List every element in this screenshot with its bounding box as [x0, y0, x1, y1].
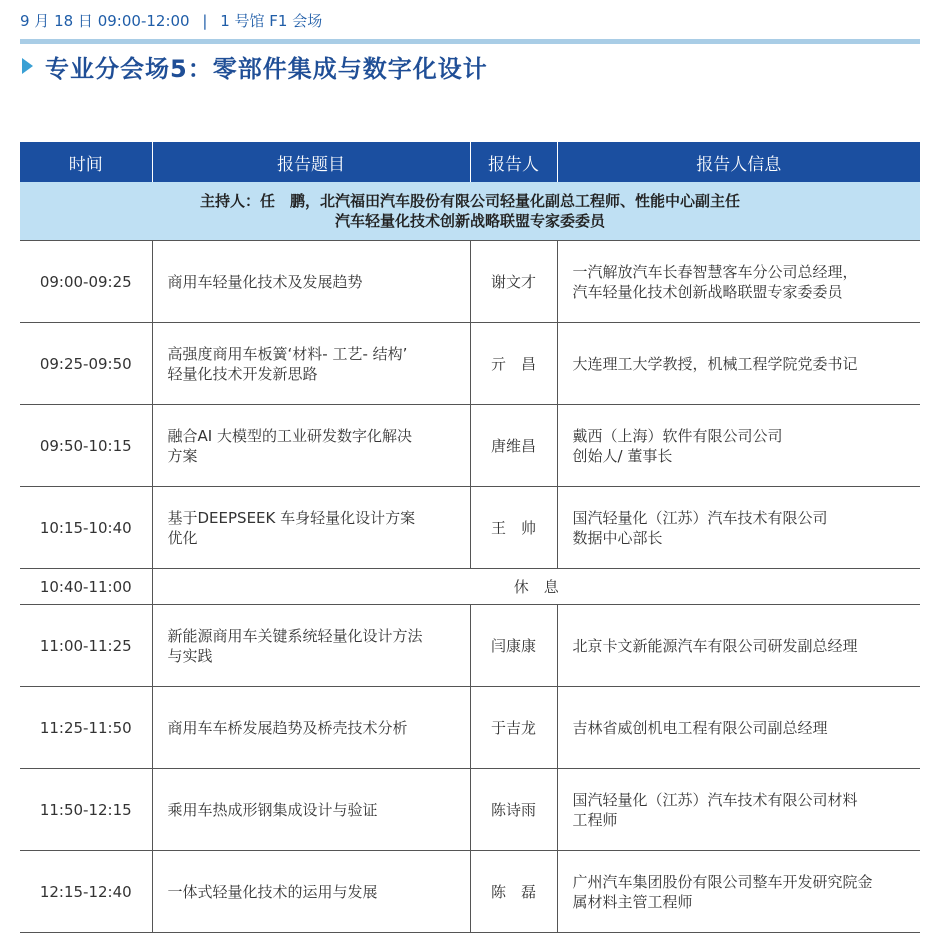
info-cell — [557, 241, 920, 323]
info-line: 戴西（上海）软件有限公司公司 — [572, 426, 783, 445]
speaker-cell: 王 帅 — [470, 487, 557, 569]
time-cell: 09:25-09:50 — [20, 323, 152, 405]
table-row — [20, 605, 920, 687]
time-cell: 09:00-09:25 — [20, 241, 152, 323]
time-cell: 10:15-10:40 — [20, 487, 152, 569]
session-info-line — [20, 10, 322, 31]
time-cell: 12:15-12:40 — [20, 851, 152, 933]
info-cell — [557, 323, 920, 405]
info-line: 数据中心部长 — [572, 528, 663, 547]
table-row — [20, 405, 920, 487]
time-cell: 11:25-11:50 — [20, 687, 152, 769]
topic-line: 基于DEEPSEEK 车身轻量化设计方案 — [167, 508, 416, 527]
speaker-cell: 唐维昌 — [470, 405, 557, 487]
column-header-speaker-info: 报告人信息 — [557, 142, 920, 182]
topic-line: 方案 — [167, 446, 198, 465]
topic-line: 高强度商用车板簧‘材料- 工艺- 结构’ — [167, 344, 408, 363]
page-title — [20, 50, 488, 82]
topic-cell — [152, 487, 470, 569]
column-header-time: 时间 — [20, 142, 152, 182]
topic-line: 商用车轻量化技术及发展趋势 — [167, 272, 363, 291]
separator: | — [202, 12, 208, 30]
table-row — [20, 687, 920, 769]
host-line-2: 汽车轻量化技术创新战略联盟专家委委员 — [334, 212, 605, 230]
session-venue: 1 号馆 F1 会场 — [220, 12, 323, 30]
table-row — [20, 769, 920, 851]
time-cell: 11:50-12:15 — [20, 769, 152, 851]
title-text: 专业分会场5：零部件集成与数字化设计 — [45, 54, 488, 83]
info-line: 创始人/ 董事长 — [572, 446, 673, 465]
table-row — [20, 323, 920, 405]
host-line-1: 主持人：任 鹏，北汽福田汽车股份有限公司轻量化副总工程师、性能中心副主任 — [199, 192, 740, 210]
divider-bar — [20, 39, 920, 44]
info-line: 国汽轻量化（江苏）汽车技术有限公司 — [572, 508, 828, 527]
session-date: 9 月 18 日 — [20, 12, 93, 30]
topic-cell — [152, 405, 470, 487]
speaker-cell: 陈 磊 — [470, 851, 557, 933]
info-line: 国汽轻量化（江苏）汽车技术有限公司材料 — [572, 790, 858, 809]
schedule-table — [20, 142, 920, 933]
info-line: 汽车轻量化技术创新战略联盟专家委委员 — [572, 282, 843, 301]
speaker-cell: 陈诗雨 — [470, 769, 557, 851]
time-cell: 10:40-11:00 — [20, 569, 152, 605]
speaker-cell: 谢文才 — [470, 241, 557, 323]
topic-cell — [152, 687, 470, 769]
info-cell — [557, 605, 920, 687]
info-line: 工程师 — [572, 810, 618, 829]
topic-line: 优化 — [167, 528, 198, 547]
time-cell: 09:50-10:15 — [20, 405, 152, 487]
table-row — [20, 851, 920, 933]
topic-cell — [152, 241, 470, 323]
info-line: 广州汽车集团股份有限公司整车开发研究院金 — [572, 872, 873, 891]
table-header-row — [20, 142, 920, 182]
topic-line: 一体式轻量化技术的运用与发展 — [167, 882, 378, 901]
topic-line: 轻量化技术开发新思路 — [167, 364, 318, 383]
info-cell — [557, 851, 920, 933]
topic-line: 乘用车热成形钢集成设计与验证 — [167, 800, 378, 819]
topic-line: 新能源商用车关键系统轻量化设计方法 — [167, 626, 423, 645]
break-row — [20, 569, 920, 605]
column-header-speaker: 报告人 — [470, 142, 557, 182]
speaker-cell: 于吉龙 — [470, 687, 557, 769]
session-time: 09:00-12:00 — [97, 12, 190, 30]
info-cell — [557, 405, 920, 487]
topic-cell — [152, 851, 470, 933]
info-line: 一汽解放汽车长春智慧客车分公司总经理， — [572, 262, 858, 281]
table-row — [20, 487, 920, 569]
info-line: 大连理工大学教授，机械工程学院党委书记 — [572, 354, 858, 373]
info-cell — [557, 487, 920, 569]
topic-line: 与实践 — [167, 646, 213, 665]
speaker-cell: 闫康康 — [470, 605, 557, 687]
column-header-topic: 报告题目 — [152, 142, 470, 182]
topic-cell — [152, 769, 470, 851]
host-row — [20, 182, 920, 241]
topic-cell — [152, 323, 470, 405]
speaker-cell: 亓 昌 — [470, 323, 557, 405]
table-row — [20, 241, 920, 323]
info-line: 吉林省威创机电工程有限公司副总经理 — [572, 718, 828, 737]
break-label: 休 息 — [152, 569, 920, 605]
time-cell: 11:00-11:25 — [20, 605, 152, 687]
topic-line: 商用车车桥发展趋势及桥壳技术分析 — [167, 718, 408, 737]
topic-line: 融合AI 大模型的工业研发数字化解决 — [167, 426, 412, 445]
info-line: 属材料主管工程师 — [572, 892, 693, 911]
info-cell — [557, 769, 920, 851]
host-cell — [20, 182, 920, 241]
info-line: 北京卡文新能源汽车有限公司研发副总经理 — [572, 636, 858, 655]
topic-cell — [152, 605, 470, 687]
info-cell — [557, 687, 920, 769]
triangle-marker-icon — [22, 58, 33, 74]
